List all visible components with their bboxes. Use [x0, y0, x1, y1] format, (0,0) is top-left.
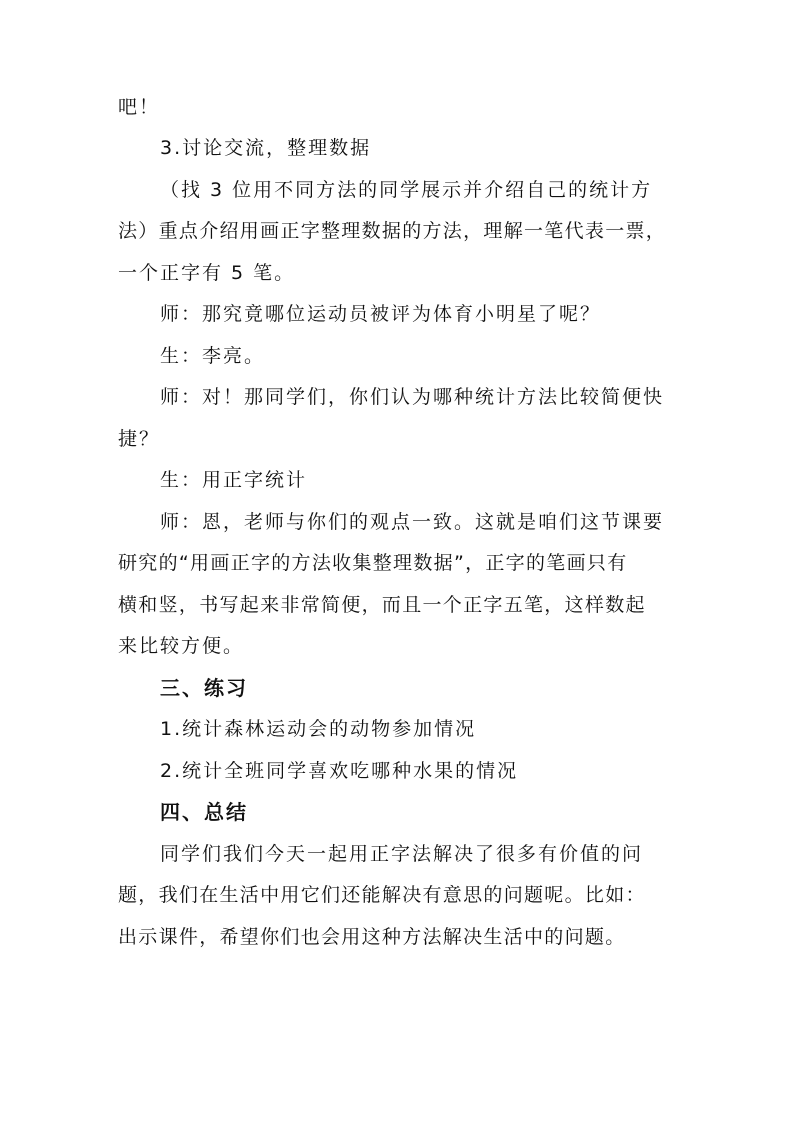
- text-line: 来比较方便。: [118, 635, 245, 657]
- section-subheading: 3.讨论交流，整理数据: [160, 137, 372, 159]
- text-line: 一个正字有 5 笔。: [118, 262, 296, 284]
- section-heading: 四、总结: [160, 800, 248, 824]
- text-line: 出示课件，希望你们也会用这种方法解决生活中的问题。: [118, 926, 626, 948]
- text-line: 横和竖，书写起来非常简便，而且一个正字五笔，这样数起: [118, 594, 646, 616]
- dialogue-line: 生：用正字统计: [160, 469, 308, 491]
- exercise-item: 2.统计全班同学喜欢吃哪种水果的情况: [160, 760, 519, 782]
- text-line: 法）重点介绍用画正字整理数据的方法，理解一笔代表一票，: [118, 220, 667, 242]
- section-heading: 三、练习: [160, 676, 248, 700]
- text-line: （找 3 位用不同方法的同学展示并介绍自己的统计方: [160, 179, 653, 201]
- text-line: 吧！: [118, 96, 161, 118]
- text-line: 研究的“用画正字的方法收集整理数据”，正字的笔画只有: [118, 552, 628, 574]
- text-line: 题，我们在生活中用它们还能解决有意思的问题呢。比如：: [118, 884, 646, 906]
- dialogue-line: 生：李亮。: [160, 345, 266, 367]
- dialogue-line: 师：对！那同学们，你们认为哪种统计方法比较简便快: [160, 386, 665, 408]
- text-line: 同学们我们今天一起用正字法解决了很多有价值的问: [160, 843, 644, 865]
- dialogue-line: 师：恩，老师与你们的观点一致。这就是咱们这节课要: [160, 511, 665, 533]
- text-line: 捷？: [118, 428, 161, 450]
- exercise-item: 1.统计森林运动会的动物参加情况: [160, 718, 477, 740]
- dialogue-line: 师：那究竟哪位运动员被评为体育小明星了呢？: [160, 303, 602, 325]
